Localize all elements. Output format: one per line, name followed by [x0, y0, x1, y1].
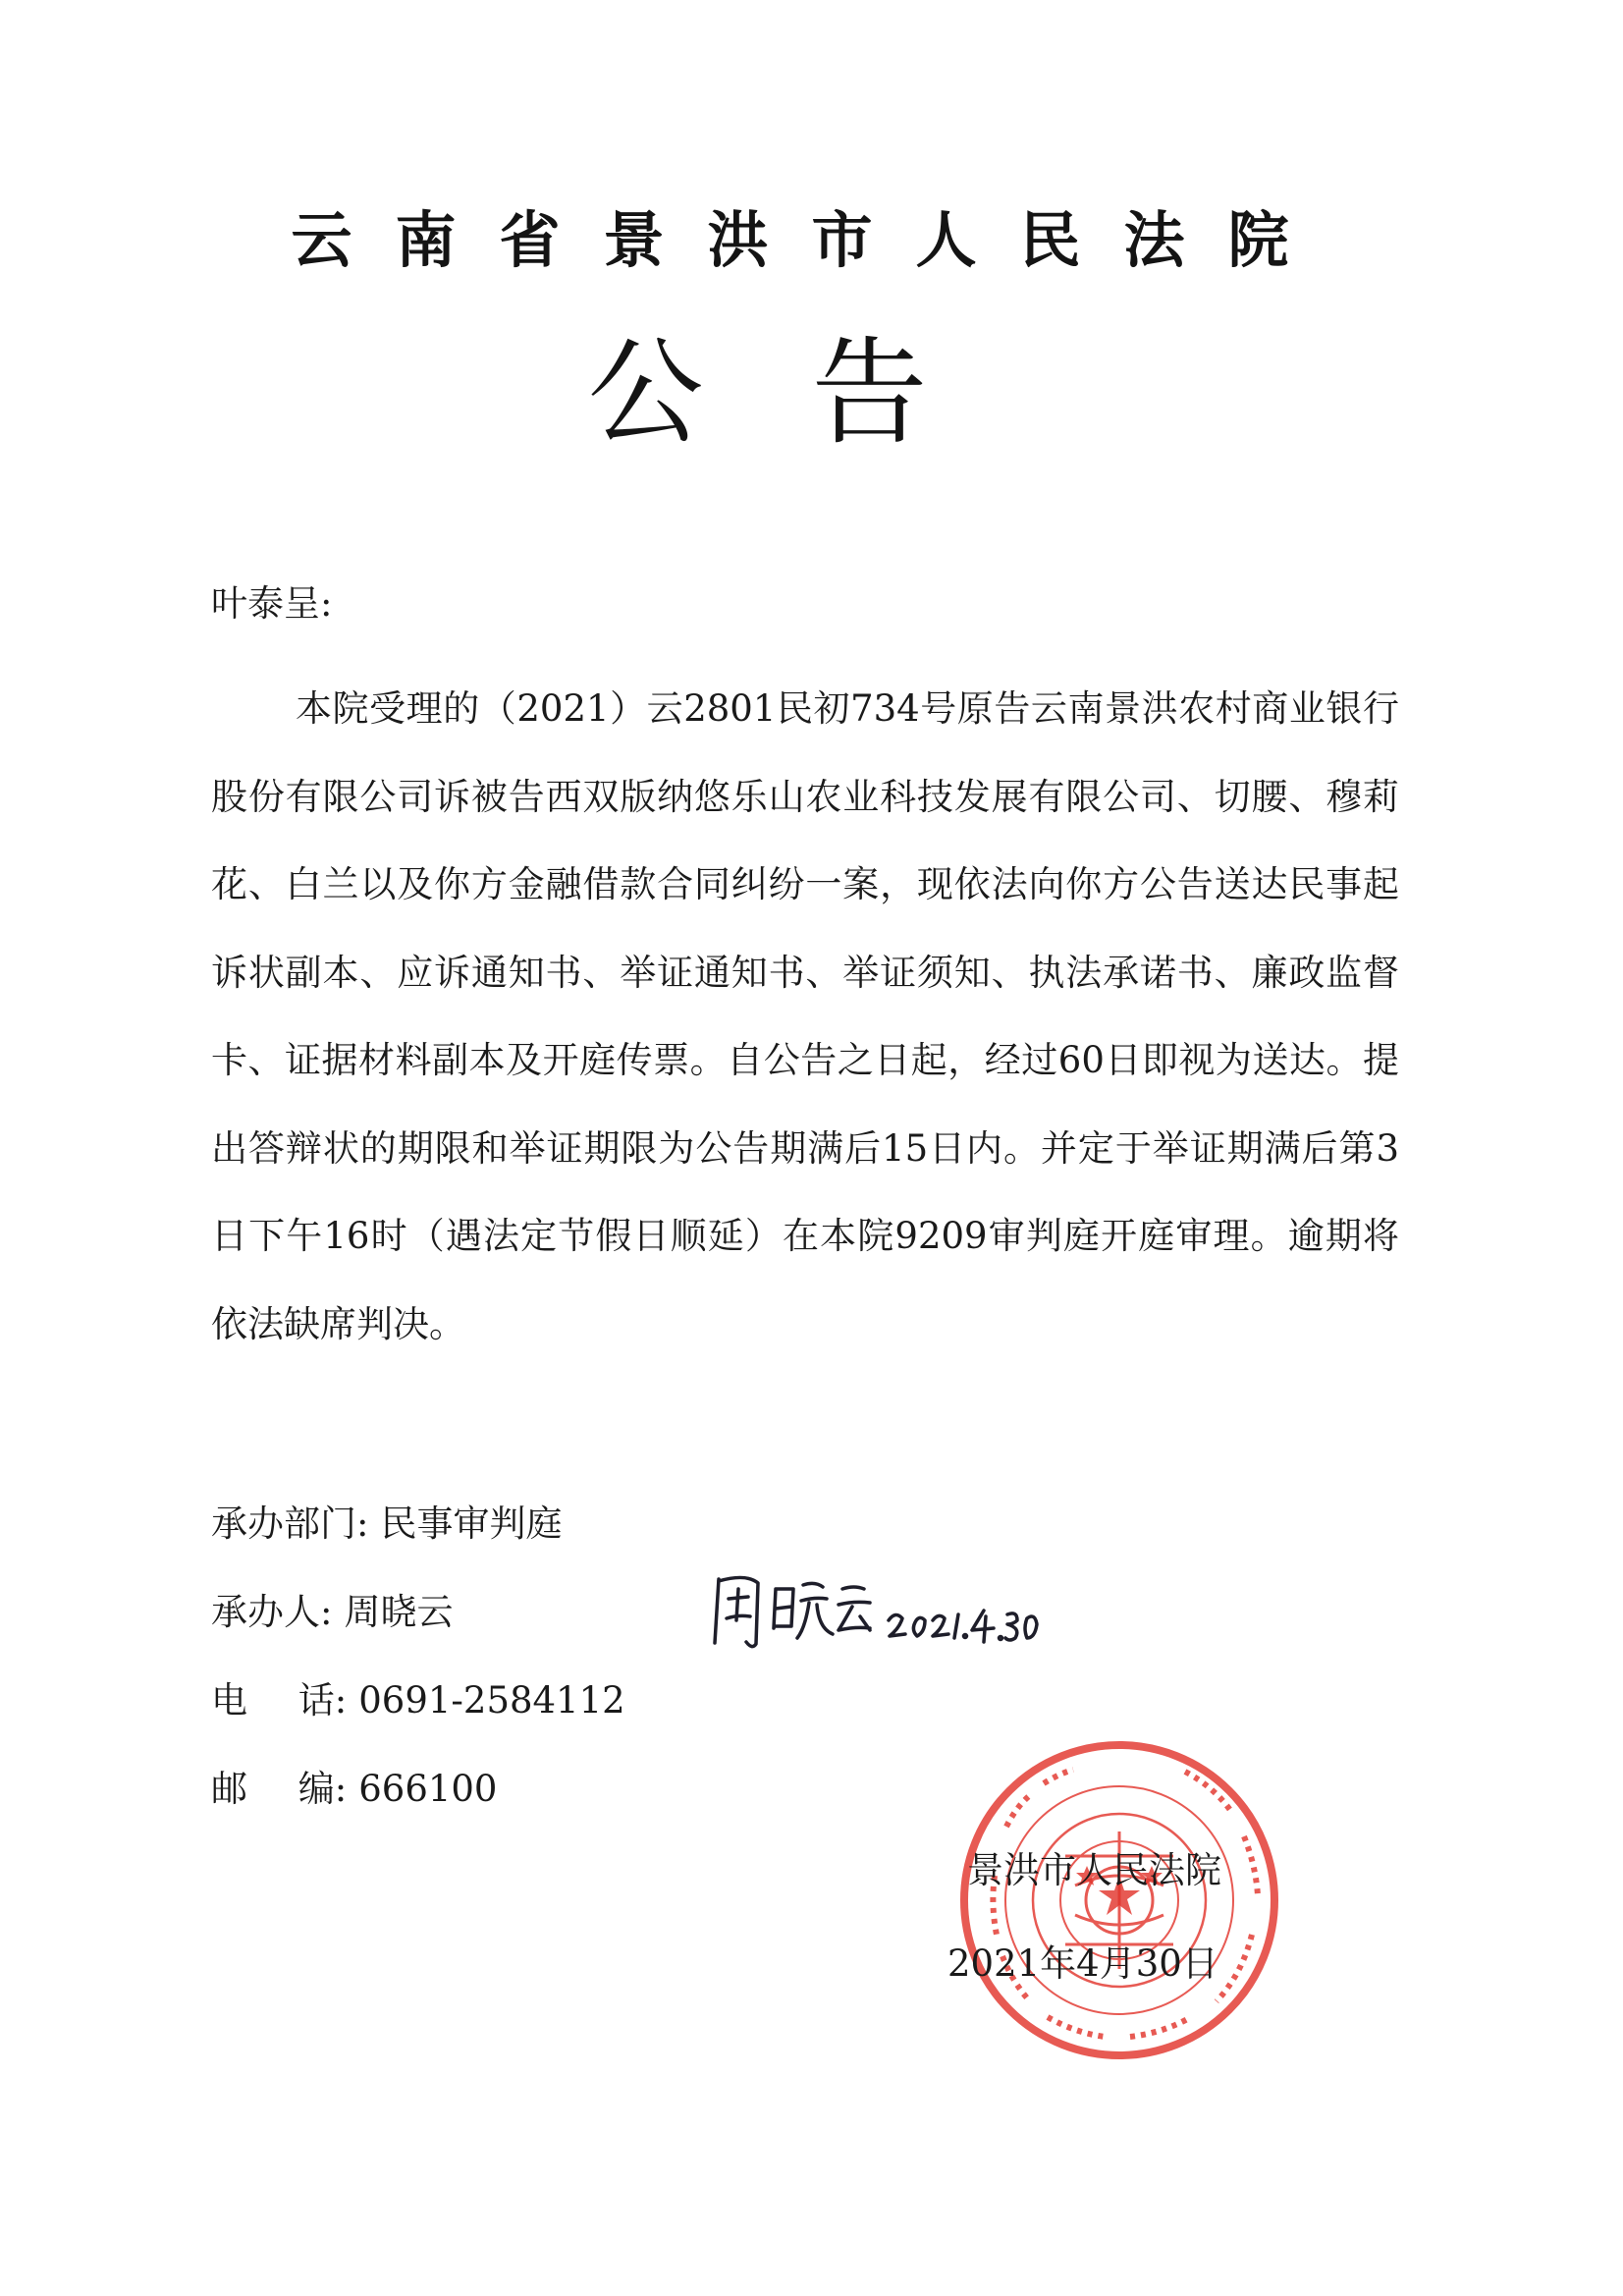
contact-postcode [211, 1765, 497, 1814]
addressee: 叶泰呈: [211, 582, 333, 625]
contact-phone [211, 1676, 625, 1725]
contact-department [211, 1500, 562, 1549]
issue-date: 2021年4月30日 [947, 1942, 1218, 1985]
notice-body: 本院受理的（2021）云2801民初734号原告云南景洪农村商业银行股份有限公司诉被告西双版纳悠乐山农业科技发展有限公司、切腰、穆莉花、白兰以及你方金融借款合同纠纷一案，现依法向你方公告送达民事起诉状副本、应诉通知书、举证通知书、举证须知、执法承诺书、廉政监督卡、证据材料副本及开庭传票。自公告之日起，经过60日即视为送达。提出答辩状的期限和举证期限为公告期满后15日内。并定于举证期满后第3日下午16时（遇法定节假日顺延）在本院9209审判庭开庭审理。逾期将依法缺席判决。 [211, 687, 1399, 1345]
handler-label: 承办人: [211, 1591, 333, 1633]
postcode-label: 邮 编: [211, 1768, 348, 1810]
department-label: 承办部门: [211, 1503, 369, 1545]
handler-value: 周晓云 [344, 1591, 454, 1633]
notice-title: 公告 [587, 325, 1036, 461]
court-seal [957, 1738, 1281, 2062]
phone-label: 电 话: [211, 1679, 348, 1722]
postcode-value: 666100 [358, 1768, 498, 1810]
issuer-name: 景洪市人民法院 [967, 1849, 1221, 1891]
contact-handler [211, 1588, 453, 1637]
court-name-heading: 云南省景洪市人民法院 [291, 204, 1332, 276]
phone-value: 0691-2584112 [358, 1679, 625, 1722]
department-value: 民事审判庭 [380, 1503, 563, 1545]
handwritten-signature [707, 1559, 1041, 1667]
